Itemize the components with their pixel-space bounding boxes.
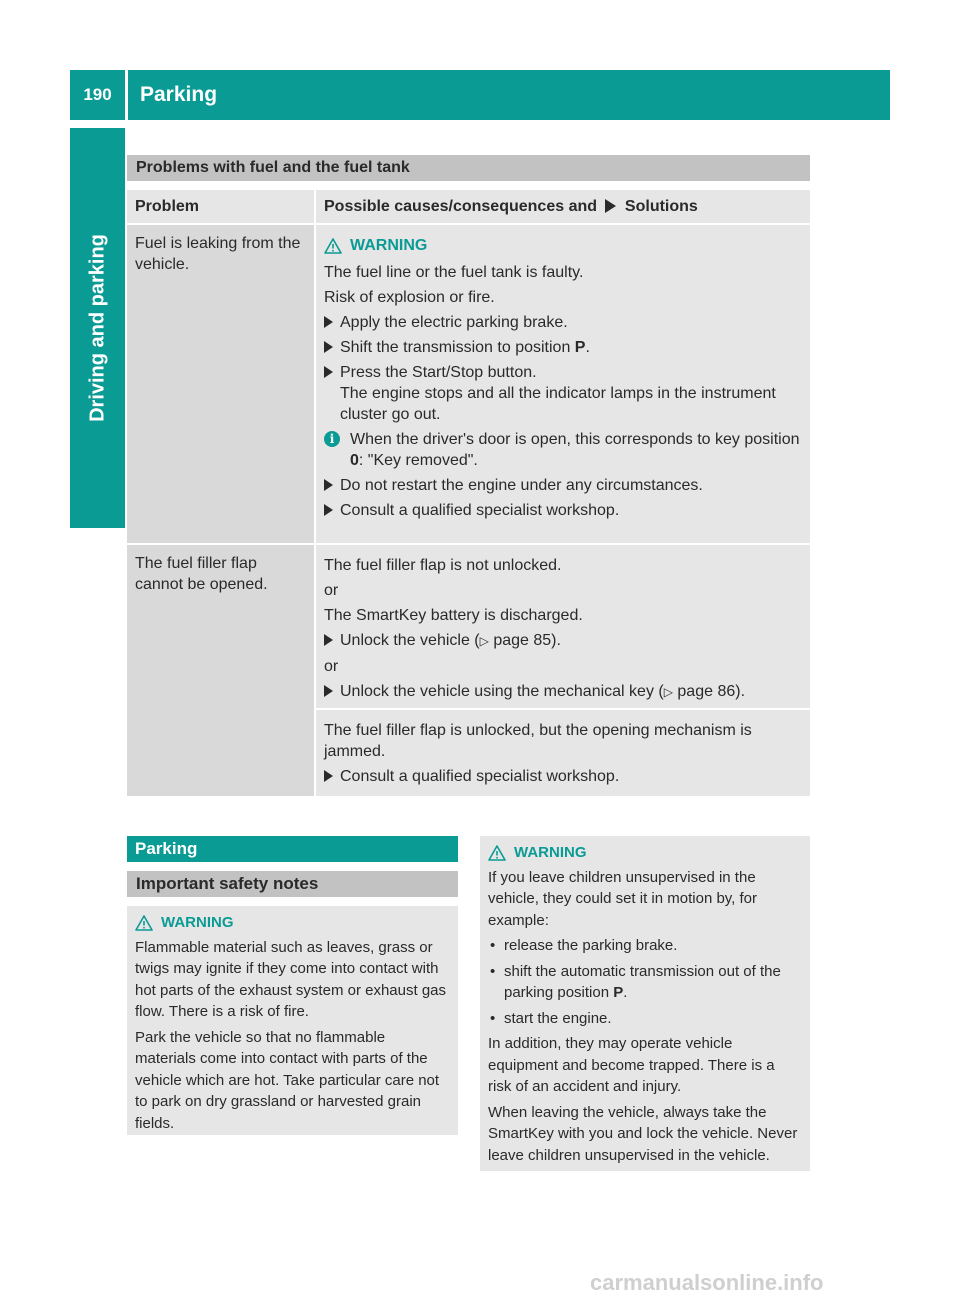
- side-tab: [70, 128, 125, 528]
- parking-warning-label: WARNING: [161, 914, 234, 931]
- row2-cause3: The fuel filler flap is unlocked, but the opening mechanism is jammed.: [324, 722, 752, 760]
- row1-step1-text: Apply the electric parking brake.: [340, 314, 568, 331]
- watermark: carmanualsonline.info: [590, 1270, 824, 1295]
- row1-step4-text: Do not restart the engine under any circumstances.: [340, 477, 703, 494]
- row2-step2: [324, 681, 802, 703]
- warning-icon: [135, 915, 153, 931]
- row2-step2-page[interactable]: page 86).: [677, 683, 746, 700]
- row1-step5: [324, 500, 802, 521]
- parking-para2: Park the vehicle so that no flammable materials come into contact with parts of the vehicle which are hot. Take particular care not to park on dry grassland or harvested grain fields.: [135, 1028, 440, 1132]
- children-bullet1: • release the parking brake.: [488, 935, 802, 957]
- row2-problem-text: The fuel filler flap cannot be opened.: [135, 555, 268, 593]
- row1-step2-text: Shift the transmission to position: [340, 339, 575, 356]
- step-arrow-icon: [324, 479, 333, 491]
- col-header-solutions-suffix: Solutions: [624, 198, 698, 215]
- warning-icon: [324, 238, 342, 254]
- children-bullet3: • start the engine.: [488, 1008, 802, 1030]
- step-arrow-icon: [324, 316, 333, 328]
- row2-step3: [324, 766, 802, 787]
- step-arrow-icon: [324, 366, 333, 378]
- row1-problem-text: Fuel is leaking from the vehicle.: [135, 235, 301, 273]
- side-tab-label: Driving and parking: [86, 234, 108, 422]
- row1-step2: [324, 337, 802, 358]
- children-bullet2-text: shift the automatic transmission out of the parking position: [504, 962, 781, 1001]
- row1-warning-label: WARNING: [350, 237, 428, 254]
- page-ref-icon: ▷: [479, 634, 489, 648]
- row1-problem: [127, 225, 314, 543]
- row2-or1: or: [324, 582, 339, 599]
- page-number: 190: [70, 70, 125, 120]
- section-title: Parking: [128, 70, 890, 120]
- row2-solutions-b: [316, 710, 810, 796]
- children-warning-box: [480, 836, 810, 1171]
- info-icon: i: [324, 431, 340, 447]
- row2-cause2: The SmartKey battery is discharged.: [324, 607, 583, 624]
- row2-cause1: The fuel filler flap is not unlocked.: [324, 557, 562, 574]
- parking-heading: Parking: [127, 836, 458, 862]
- children-warning-label: WARNING: [514, 844, 587, 861]
- parking-warning-box: [127, 906, 458, 1135]
- row1-step3-text: Press the Start/Stop button.: [340, 364, 537, 381]
- page-ref-icon: ▷: [663, 685, 673, 699]
- col-header-problem: Problem: [127, 190, 314, 223]
- row1-warning: [324, 235, 802, 256]
- children-para2: In addition, they may operate vehicle equipment and become trapped. There is a risk of an accident and injury.: [488, 1035, 775, 1095]
- col-header-solutions-prefix: Possible causes/consequences and: [324, 198, 598, 215]
- step-arrow-icon: [324, 504, 333, 516]
- safety-notes-heading: Important safety notes: [127, 871, 458, 897]
- children-bullet2: [488, 961, 802, 1004]
- step-arrow-icon: [324, 685, 333, 697]
- row1-step1: [324, 312, 802, 333]
- table-title: Problems with fuel and the fuel tank: [127, 155, 810, 181]
- row1-info-text: When the driver's door is open, this corresponds to key position: [350, 431, 800, 448]
- row1-step2-post: .: [585, 339, 590, 356]
- children-bullet2-bold: P: [613, 984, 624, 1001]
- row1-step4: [324, 475, 802, 496]
- col-header-solutions: [316, 190, 810, 223]
- children-warning: [488, 842, 802, 864]
- row1-line2: Risk of explosion or fire.: [324, 289, 495, 306]
- children-para3: When leaving the vehicle, always take the SmartKey with you and lock the vehicle. Never leave children unsupervised in the vehicle.: [488, 1103, 798, 1164]
- children-bullet2-post: .: [623, 984, 628, 1001]
- row1-line1: The fuel line or the fuel tank is faulty.: [324, 264, 584, 281]
- row2-step1-text: Unlock the vehicle (: [340, 632, 480, 649]
- row1-info-bold: 0: [350, 452, 359, 469]
- row1-step3: [324, 362, 802, 425]
- row1-step2-bold: P: [574, 339, 586, 356]
- row2-or2: or: [324, 658, 339, 675]
- row1-info: [324, 429, 802, 471]
- row1-solutions: [316, 225, 810, 543]
- step-arrow-icon: [324, 341, 333, 353]
- arrow-right-icon: [605, 199, 616, 213]
- parking-para1: Flammable material such as leaves, grass or twigs may ignite if they come into contact with hot parts of the exhaust system or exhaust gas flow. There is a risk of fire.: [135, 938, 447, 1020]
- row2-step1-page[interactable]: page 85).: [493, 632, 561, 649]
- row2-step1: [324, 630, 802, 652]
- parking-warning: [135, 912, 450, 934]
- step-arrow-icon: [324, 770, 333, 782]
- row2-step3-text: Consult a qualified specialist workshop.: [340, 768, 620, 785]
- row2-solutions-a: [316, 545, 810, 708]
- children-intro: If you leave children unsupervised in the vehicle, they could set it in motion by, for example:: [488, 868, 758, 929]
- row2-problem: [127, 545, 314, 796]
- step-arrow-icon: [324, 634, 333, 646]
- warning-icon: [488, 845, 506, 861]
- row1-step5-text: Consult a qualified specialist workshop.: [340, 502, 620, 519]
- row1-step3-detail: The engine stops and all the indicator lamps in the instrument cluster go out.: [340, 385, 776, 423]
- row1-info-post: : "Key removed".: [358, 452, 478, 469]
- row2-step2-text: Unlock the vehicle using the mechanical key (: [340, 683, 664, 700]
